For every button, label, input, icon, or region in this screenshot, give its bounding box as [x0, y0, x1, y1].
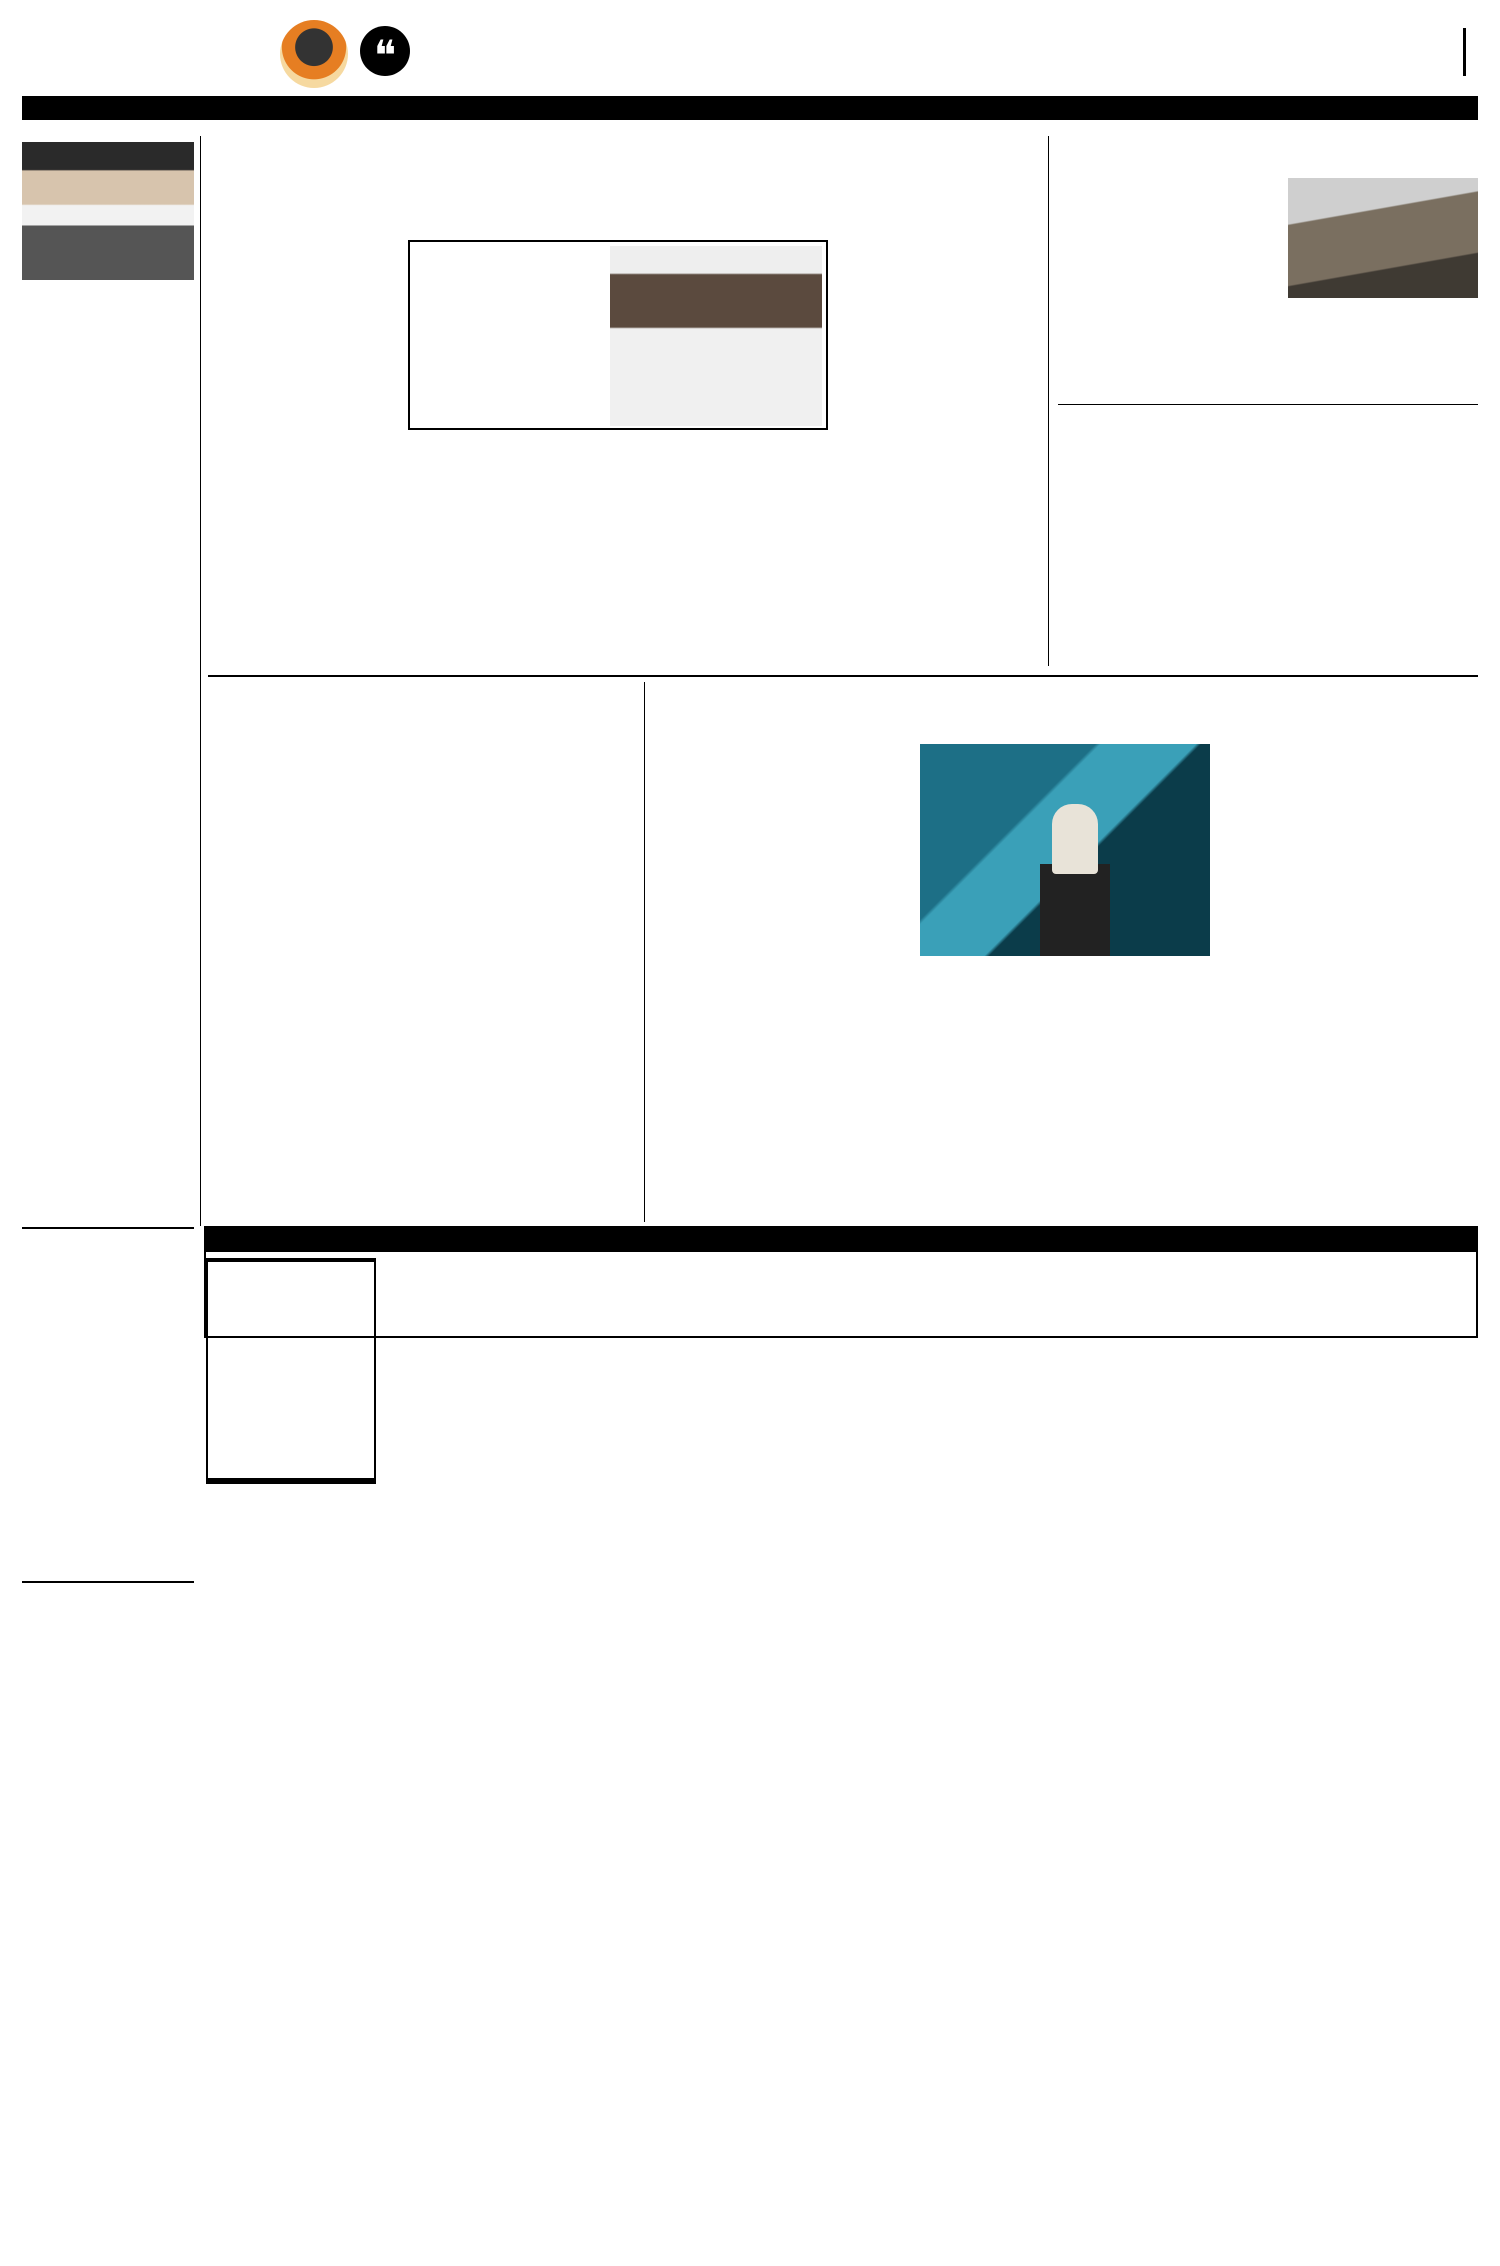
orphan-story [208, 680, 638, 1220]
chicago-col-2 [920, 962, 1210, 1220]
nepal-story [1058, 130, 1478, 400]
lead-col-1 [208, 250, 398, 670]
brief-column [22, 136, 194, 2176]
karnataka-story [1058, 408, 1478, 668]
lead-col-1-text [208, 250, 398, 670]
speaker-shape [1052, 804, 1098, 874]
lead-col-3 [623, 440, 828, 670]
quote-mark-icon: ❝ [360, 26, 410, 76]
karnataka-body [1058, 408, 1478, 623]
chicago-photo [920, 744, 1210, 956]
logo [22, 16, 282, 91]
edition-bar [22, 96, 1478, 120]
chicago-col-1 [650, 744, 910, 1220]
orphan-col-2-text [428, 820, 636, 1220]
daily-quote [418, 22, 1208, 92]
lead-col-4 [838, 250, 1038, 670]
chicago-story [650, 680, 1478, 1220]
podium-shape [1040, 864, 1110, 956]
section-label [1242, 22, 1478, 82]
chicago-col-2-text [920, 962, 1210, 1220]
orphan-col-2 [428, 820, 636, 1220]
lead-photo-damodar [610, 246, 822, 426]
ad-bed-success-point [206, 1260, 376, 1484]
brief3-body [22, 1589, 194, 1969]
orphan-col-1-text [208, 820, 416, 1220]
lead-col-4-text [838, 250, 1038, 670]
lead-col-2 [408, 440, 613, 670]
chicago-col-1-text [650, 744, 910, 1220]
nepal-photo [1288, 178, 1478, 298]
orphan-col-1 [208, 820, 416, 1220]
ad-row-1 [206, 1258, 1478, 1480]
masthead [22, 16, 1478, 116]
lead-highlights-box [408, 240, 828, 430]
lead-story [208, 130, 1038, 670]
brief-photo [22, 142, 194, 280]
chicago-col-3-text [1220, 744, 1478, 1220]
brief-body [22, 286, 194, 1221]
classified-info-bar [206, 1228, 1476, 1252]
lead-col-3-text [623, 440, 828, 670]
brief2-body [22, 1235, 194, 1575]
lead-col-2-text [408, 440, 613, 670]
sai-baba-photo [280, 20, 348, 88]
chicago-col-3 [1220, 744, 1478, 1220]
